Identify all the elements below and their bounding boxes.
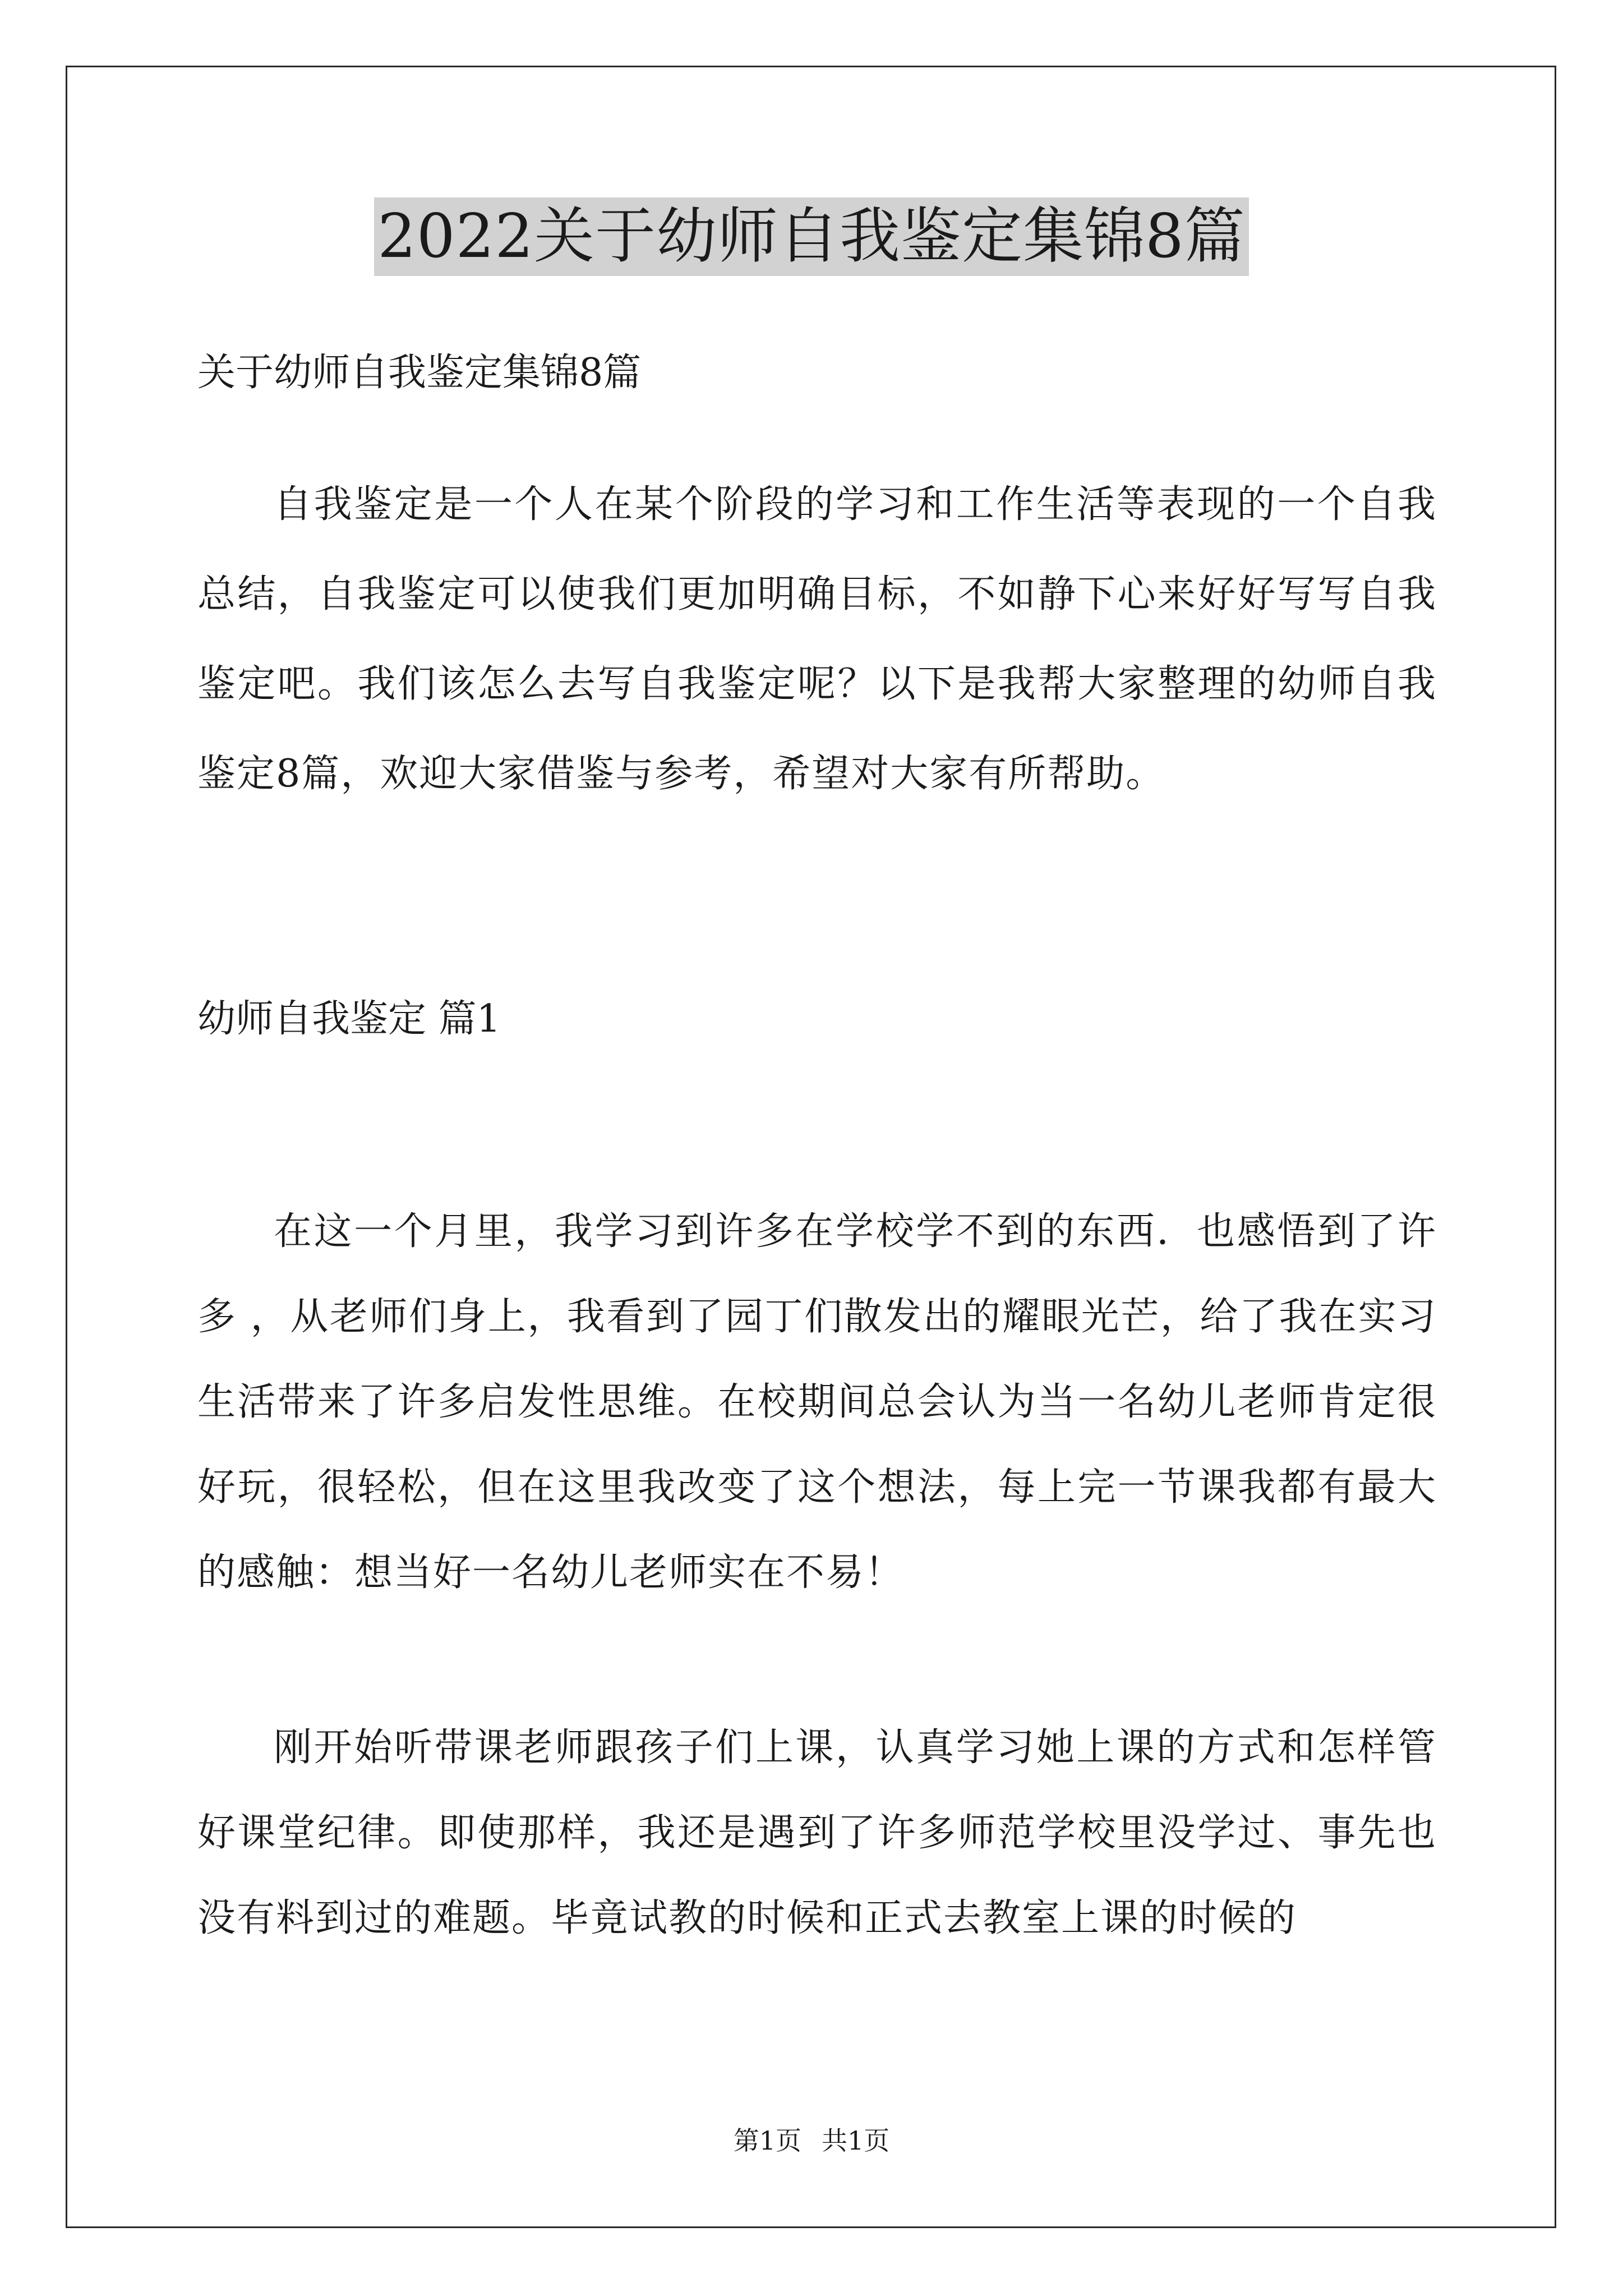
page-number-total: 共1页	[822, 2125, 890, 2156]
body-paragraph: 刚开始听带课老师跟孩子们上课，认真学习她上课的方式和怎样管好课堂纪律。即使那样，我还是遇到了许多师范学校里没学过、事先也没有料到过的难题。毕竟试教的时候和正式去教室上课的时候的	[197, 1726, 1437, 1940]
section-heading: 幼师自我鉴定 篇1	[197, 997, 501, 1041]
document-title-wrapper	[0, 197, 1623, 276]
body-paragraph: 在这一个月里，我学习到许多在学校学不到的东西．也感悟到了许多 ，从老师们身上，我看到了园丁们散发出的耀眼光芒，给了我在实习生活带来了许多启发性思维。在校期间总会认为当一名幼儿老师肯定很好玩，很轻松，但在这里我改变了这个想法，每上完一节课我都有最大的感触：想当好一名幼儿老师实在不易！	[197, 1209, 1437, 1595]
document-subtitle: 关于幼师自我鉴定集锦8篇	[197, 351, 642, 395]
intro-paragraph: 自我鉴定是一个人在某个阶段的学习和工作生活等表现的一个自我总结，自我鉴定可以使我们更加明确目标，不如静下心来好好写写自我鉴定吧。我们该怎么去写自我鉴定呢？以下是我帮大家整理的幼师自我鉴定8篇，欢迎大家借鉴与参考，希望对大家有所帮助。	[197, 482, 1437, 796]
document-title: 2022关于幼师自我鉴定集锦8篇	[374, 197, 1249, 276]
page-footer	[0, 2124, 1623, 2157]
page-number-current: 第1页	[733, 2125, 801, 2156]
